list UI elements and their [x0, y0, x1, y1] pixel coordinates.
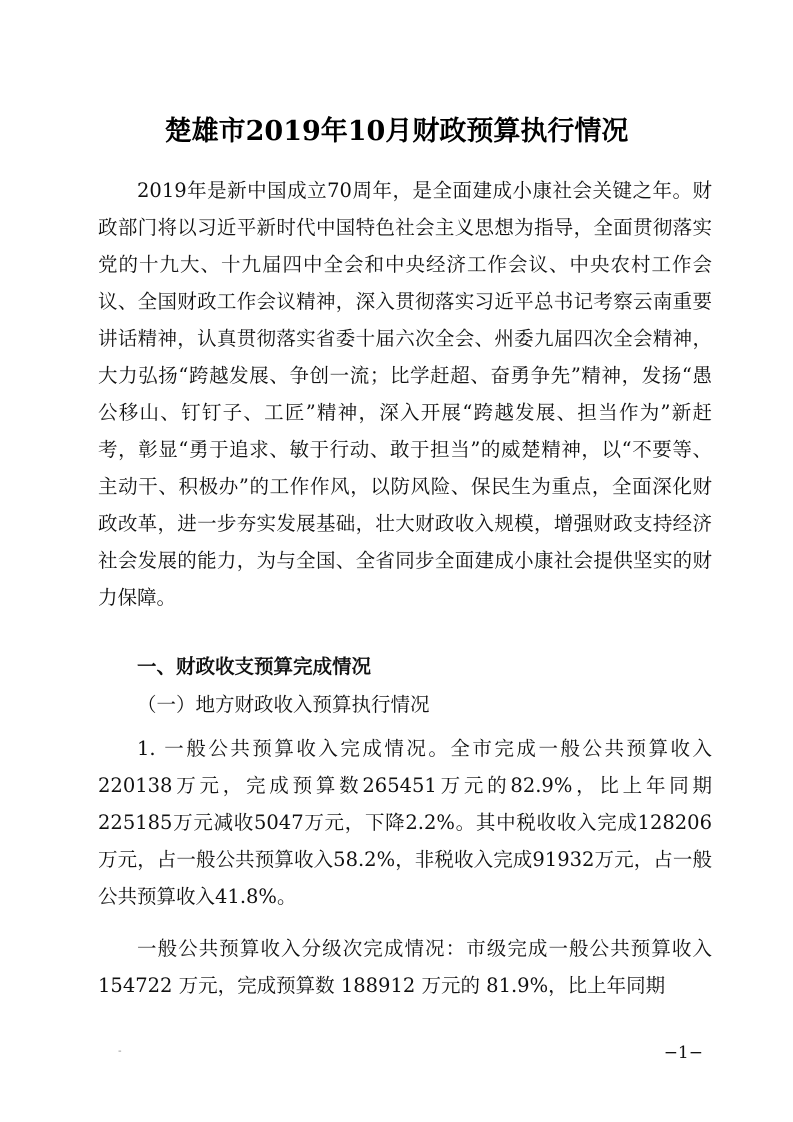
subsection-heading: （一）地方财政收入预算执行情况 — [137, 693, 430, 716]
page-number: −1− — [663, 1043, 703, 1063]
document-title: 楚雄市2019年10月财政预算执行情况 — [164, 116, 629, 147]
intro-paragraph-text: 2019年是新中国成立70周年，是全面建成小康社会关键之年。财政部门将以习近平新时代中国特色社会主义思想为指导，全面贯彻落实党的十九大、十九届四中全会和中央经济工作会议、中央农村工作会议、全国财政工作会议精神，深入贯彻落实习近平总书记考察云南重要讲话精神，认真贯彻落实省委十届六次全会、州委九届四次全会精神，大力弘扬“跨越发展、争创一流；比学赶超、奋勇争先”精神，发扬“愚公移山、钉钉子、工匠”精神，深入开展“跨越发展、担当作为”新赶考，彰显“勇于追求、敏于行动、敢于担当”的威楚精神，以“不要等、主动干、积极办”的工作作风，以防风险、保民生为重点，全面深化财政改革，进一步夯实发展基础，壮大财政收入规模，增强财政支持经济社会发展的能力，为与全国、全省同步全面建成小康社会提供坚实的财力保障。 — [98, 179, 712, 609]
budget-levels-paragraph-text: 一般公共预算收入分级次完成情况：市级完成一般公共预算收入 154722 万元，完成预算数 188912 万元的 81.9%，比上年同期 — [98, 937, 712, 997]
section-heading: 一、财政收支预算完成情况 — [137, 655, 372, 678]
general-budget-paragraph-text: 1. 一般公共预算收入完成情况。全市完成一般公共预算收入220138万元，完成预算数265451万元的82.9%，比上年同期225185万元减收5047万元，下降2.2%。其中税收收入完成128206万元，占一般公共预算收入58.2%，非税收入完成91932万元，占一般公共预算收入41.8%。 — [98, 737, 712, 908]
general-budget-paragraph — [98, 730, 712, 915]
budget-levels-paragraph — [98, 930, 712, 1004]
footer-mark: - — [118, 1046, 122, 1057]
intro-paragraph — [98, 172, 712, 616]
